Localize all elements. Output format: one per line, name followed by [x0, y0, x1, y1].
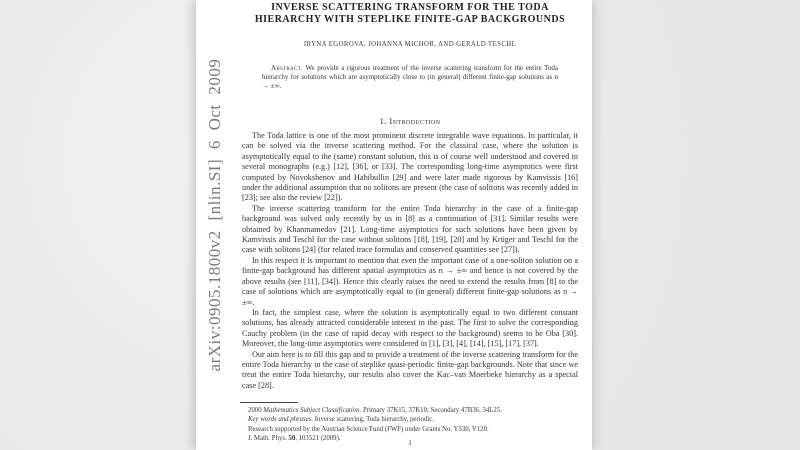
footnote-funding-text: Research supported by the Austrian Science Fund (FWF) under Grants No. Y330, V120. — [248, 425, 489, 433]
paragraph: Our aim here is to fill this gap and to provide a treatment of the inverse scattering transform for the entire Toda hierarchy in the case of steplike quasi-periodic finite-gap backgrounds. Note that since we treat the entire Toda hierarchy, our results also cover the Kac–van Moerbeke hierarchy as a special case [28]. — [242, 349, 578, 390]
footnote-msc-year: 2000 — [248, 407, 264, 414]
footnote-journal-volume: 50 — [288, 434, 296, 442]
paragraph: The inverse scattering transform for the entire Toda hierarchy in the case of a finite-gap background was solved only recently by us in [8] as a continuation of [31]. Similar results were obtained by Khanmamedov [21]. Long-time asymptotics for such solutions have been given by Kamvissis and Teschl for the case without solitons [18], [19], [20] and by Krüger and Teschl for the case with solitons [24] (for related trace formulas and conserved quantities see [27]). — [242, 203, 578, 255]
paragraph: In fact, the simplest case, where the solution is asymptotically equal to two different constant solutions, has already attracted considerable interest in the past. The first to solve the corresponding Cauchy problem (in the case of rapid decay with respect to the background) seems to be Oba [30]. Moreover, the long-time asymptotics were considered in [1], [3], [4], [14], [15], [17], [37]. — [242, 307, 578, 349]
footnote-msc-title: Mathematics Subject Classification. — [263, 407, 362, 414]
paragraph: In this respect it is important to mention that even the important case of a one-soliton solution on a finite-gap background has different spatial asymptotics as n → ±∞ and hence is not covered by the above results (see [11], [34]). Hence this clearly raises the need to extend the results from [8] to the case of solutions which are asymptotically equal to (in general) different finite-gap solutions as n → ±∞. — [242, 255, 578, 307]
paragraph: The Toda lattice is one of the most prominent discrete integrable wave equations. In particular, it can be solved via the inverse scattering method. For the classical case, where the solution is asymptotically equal to the (same) constant solution, this is of course well understood and covered in several monographs (e.g.) [12], [36], or [33]. The corresponding long-time asymptotics were first computed by Novokshenov and Habibullin [29] and were later made rigorous by Kamvissis [16] under the additional assumption that no solitons are present (the case of solitons was recently added in [23]; see also the review [22]). — [242, 131, 578, 203]
footnote-msc-codes: Primary 37K15, 37K10; Secondary 47B36, 34L25. — [361, 407, 502, 414]
footnote-keywords-text: Inverse scattering, Toda hierarchy, periodic. — [313, 416, 434, 424]
paper-content — [242, 0, 578, 405]
page-number: 1 — [408, 439, 412, 447]
abstract — [262, 64, 558, 91]
footnote-journal-name: J. Math. Phys. — [248, 434, 289, 442]
footnote-funding — [242, 425, 578, 434]
abstract-label: Abstract. — [271, 64, 304, 72]
introduction-body — [242, 131, 578, 405]
footnote-keywords — [242, 415, 578, 424]
abstract-text: We provide a rigorous treatment of the inverse scattering transform for the entire Toda hierarchy for solutions which are asymptotically close to (in general) different finite-gap solutions as n → ±∞. — [262, 64, 558, 90]
paper-title — [242, 0, 578, 26]
paper-title-line1: INVERSE SCATTERING TRANSFORM FOR THE TODA — [271, 2, 549, 13]
paper-page — [196, 0, 592, 450]
arxiv-watermark: arXiv:0905.1800v2 [nlin.SI] 6 Oct 2009 — [205, 58, 224, 372]
footnote-journal-pages: , 103521 (2009). — [295, 434, 341, 442]
footnote-block — [242, 402, 578, 443]
section-heading-introduction: 1. Introduction — [379, 116, 441, 126]
paper-authors: IRYNA EGOROVA, JOHANNA MICHOR, AND GERALD TESCHL — [303, 41, 517, 48]
footnote-msc — [242, 406, 578, 415]
paper-title-line2: HIERARCHY WITH STEPLIKE FINITE-GAP BACKGROUNDS — [254, 14, 566, 25]
footnote-keywords-label: Key words and phrases. — [248, 416, 314, 424]
footnote-rule — [240, 402, 298, 403]
